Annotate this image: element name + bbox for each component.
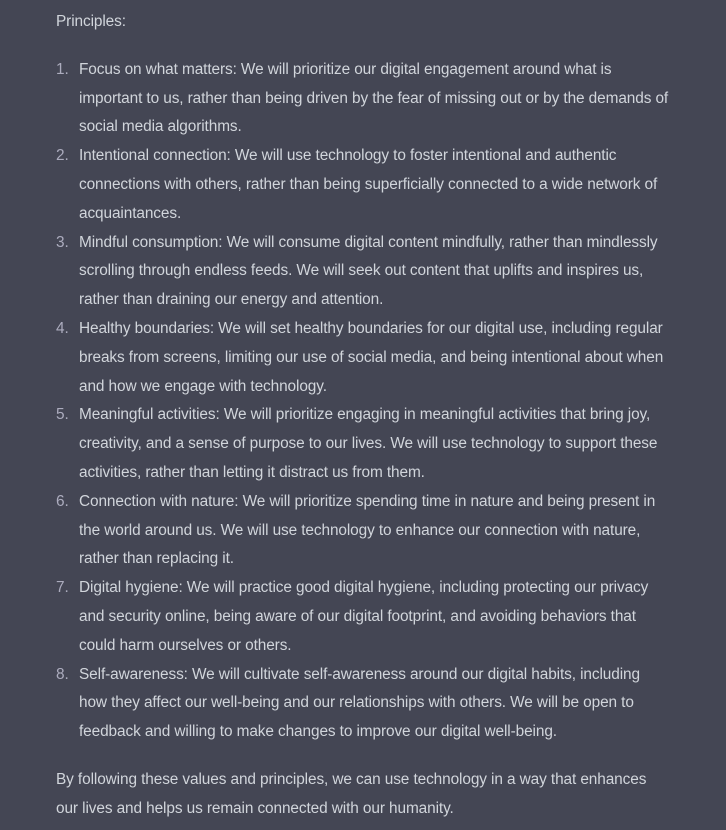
list-item xyxy=(56,315,670,401)
principles-list xyxy=(56,56,670,747)
list-item xyxy=(56,574,670,660)
section-heading: Principles: xyxy=(56,13,126,30)
list-item-text: Self-awareness: We will cultivate self-awareness around our digital habits, including how they affect our well-being and our relationships with others. We will be open to feedback and willing to make changes to improve our digital well-being. xyxy=(79,665,640,741)
list-item-number: 8. xyxy=(56,665,69,683)
list-item xyxy=(56,488,670,574)
list-item-number: 3. xyxy=(56,233,69,251)
list-item-text: Mindful consumption: We will consume digital content mindfully, rather than mindlessly scrolling through endless feeds. We will seek out content that uplifts and inspires us, rather than draining our energy and attention. xyxy=(79,233,658,309)
list-item-text: Healthy boundaries: We will set healthy boundaries for our digital use, including regular breaks from screens, limiting our use of social media, and being intentional about when and how we engage with technology. xyxy=(79,319,664,395)
list-item-text: Meaningful activities: We will prioritize engaging in meaningful activities that bring joy, creativity, and a sense of purpose to our lives. We will use technology to support these activities, rather than letting it distract us from them. xyxy=(79,406,658,481)
list-item xyxy=(56,142,670,228)
list-item-text: Connection with nature: We will prioritize spending time in nature and being present in the world around us. We will use technology to enhance our connection with nature, rather than replacing it. xyxy=(79,492,656,568)
closing-paragraph: By following these values and principles, we can use technology in a way that enhances our lives and helps us remain connected with our humanity. xyxy=(56,770,647,817)
list-item-number: 6. xyxy=(56,492,69,510)
list-item xyxy=(56,661,670,747)
list-item xyxy=(56,401,670,487)
list-item-text: Intentional connection: We will use technology to foster intentional and authentic connections with others, rather than being superficially connected to a wide network of acquaintances. xyxy=(79,147,658,222)
list-item-text: Digital hygiene: We will practice good digital hygiene, including protecting our privacy and security online, being aware of our digital footprint, and avoiding behaviors that could harm ourselves or others. xyxy=(79,579,649,654)
list-item xyxy=(56,229,670,315)
list-item-number: 7. xyxy=(56,579,69,597)
list-item-number: 2. xyxy=(56,147,69,165)
list-item-number: 5. xyxy=(56,406,69,424)
list-item-text: Focus on what matters: We will prioritize our digital engagement around what is important to us, rather than being driven by the fear of missing out or by the demands of social media algorithms. xyxy=(79,60,669,136)
list-item-number: 4. xyxy=(56,319,69,337)
list-item-number: 1. xyxy=(56,60,69,78)
list-item xyxy=(56,56,670,142)
